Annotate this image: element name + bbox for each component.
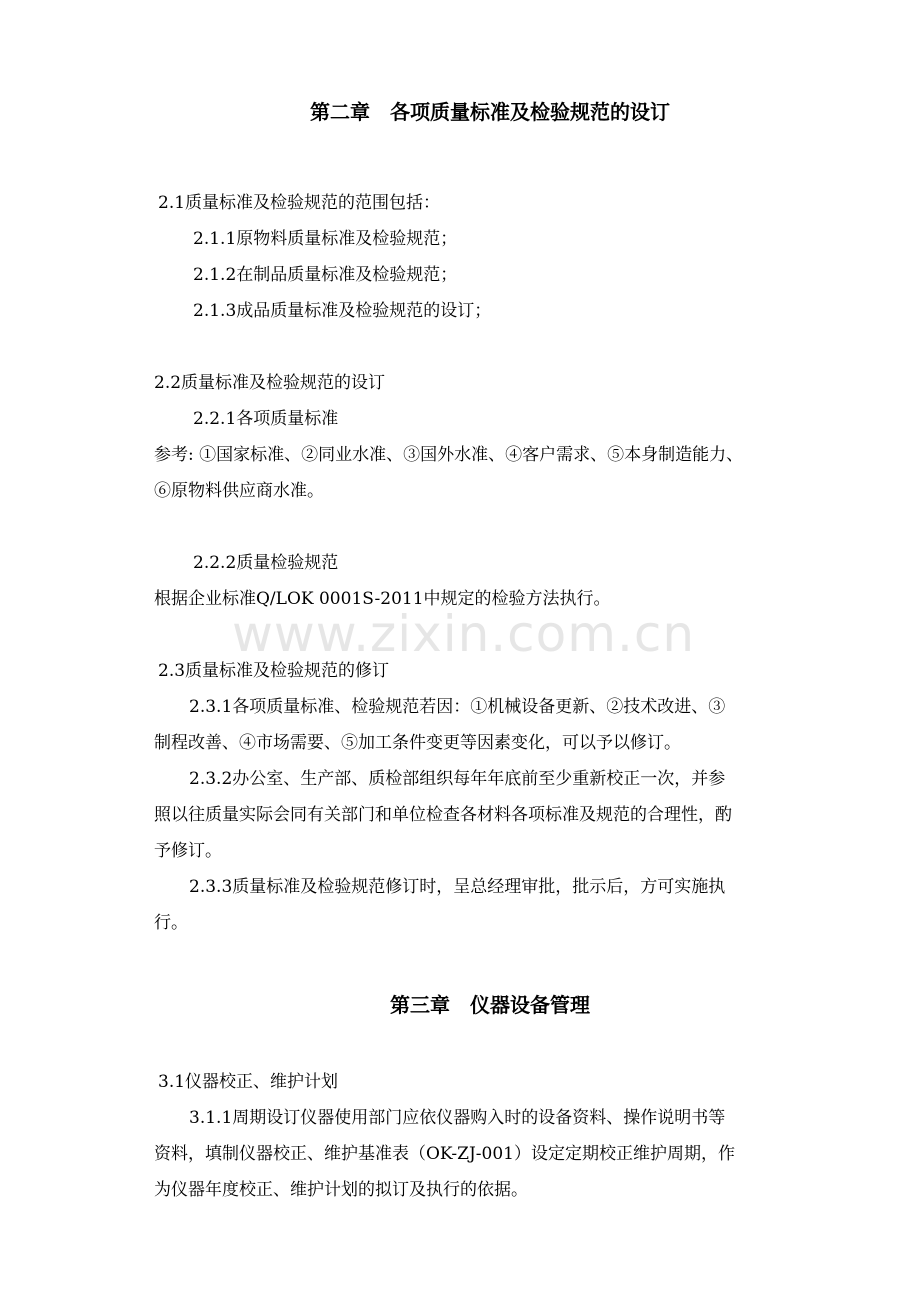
section-2-3-heading: 2.3质量标准及检验规范的修订 <box>158 661 390 681</box>
item-2-1-1: 2.1.1原物料质量标准及检验规范； <box>193 229 458 249</box>
paragraph-line: 予修订。 <box>154 841 222 861</box>
item-2-1-2: 2.1.2在制品质量标准及检验规范； <box>193 265 458 285</box>
paragraph-line: 3.1.1周期设订仪器使用部门应依仪器购入时的设备资料、操作说明书等 <box>189 1108 726 1128</box>
subsection-2-2-1-heading: 2.2.1各项质量标准 <box>193 409 339 429</box>
subsection-2-2-2-heading: 2.2.2质量检验规范 <box>193 553 339 573</box>
paragraph-line: 照以往质量实际会同有关部门和单位检查各材料各项标准及规范的合理性，酌 <box>154 805 732 825</box>
paragraph-line: 行。 <box>154 913 188 933</box>
paragraph-line: 资料，填制仪器校正、维护基准表（OK-ZJ-001）设定定期校正维护周期，作 <box>154 1144 735 1164</box>
watermark: www.zixin.com.cn <box>232 605 696 663</box>
paragraph-line: 根据企业标准Q/LOK 0001S-2011中规定的检验方法执行。 <box>154 589 611 609</box>
paragraph-line: 制程改善、④市场需要、⑤加工条件变更等因素变化，可以予以修订。 <box>154 733 681 753</box>
item-2-1-3: 2.1.3成品质量标准及检验规范的设订； <box>193 301 492 321</box>
paragraph-line: 2.3.1各项质量标准、检验规范若因：①机械设备更新、②技术改进、③ <box>189 697 726 717</box>
section-2-2-heading: 2.2质量标准及检验规范的设订 <box>154 373 386 393</box>
paragraph-line: 2.3.3质量标准及检验规范修订时，呈总经理审批，批示后，方可实施执 <box>189 877 726 897</box>
paragraph-line: 为仪器年度校正、维护计划的拟订及执行的依据。 <box>154 1180 528 1200</box>
paragraph-line: 2.3.2办公室、生产部、质检部组织每年年底前至少重新校正一次，并参 <box>189 769 726 789</box>
section-3-1-heading: 3.1仪器校正、维护计划 <box>158 1072 339 1092</box>
chapter-3-title: 第三章 仪器设备管理 <box>390 993 590 1017</box>
paragraph-line: ⑥原物料供应商水准。 <box>154 481 324 501</box>
section-2-1-heading: 2.1质量标准及检验规范的范围包括： <box>158 193 441 213</box>
chapter-2-title: 第二章 各项质量标准及检验规范的设订 <box>310 100 670 124</box>
paragraph-line: 参考: ①国家标准、②同业水准、③国外水准、④客户需求、⑤本身制造能力、 <box>154 445 744 465</box>
